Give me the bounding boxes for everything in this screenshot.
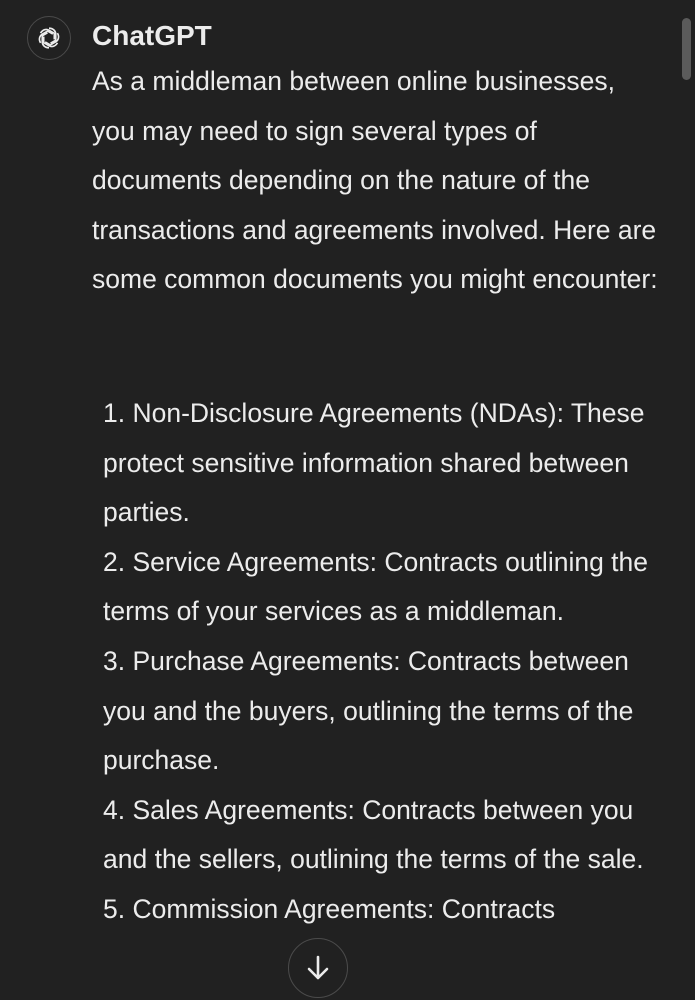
openai-logo-icon: [34, 23, 64, 53]
document-list: [103, 389, 663, 935]
arrow-down-icon: [305, 954, 331, 982]
list-item: 5. Commission Agreements: Contracts: [103, 893, 556, 924]
list-item: 1. Non-Disclosure Agreements (NDAs): These protect sensitive information shared between parties.: [103, 398, 645, 528]
avatar: [27, 16, 71, 60]
list-item: 2. Service Agreements: Contracts outlining the terms of your services as a middleman.: [103, 546, 649, 627]
scroll-to-bottom-button[interactable]: [288, 938, 348, 998]
scrollbar[interactable]: [682, 18, 691, 80]
list-item: 3. Purchase Agreements: Contracts between you and the buyers, outlining the terms of the purchase.: [103, 645, 634, 776]
message-author: ChatGPT: [92, 20, 212, 51]
list-item: 4. Sales Agreements: Contracts between you and the sellers, outlining the terms of the sale.: [103, 794, 644, 875]
message-intro: As a middleman between online businesses, you may need to sign several types of documents depending on the nature of the transactions and agreements involved. Here are some common documents you might encounter:: [92, 66, 658, 295]
